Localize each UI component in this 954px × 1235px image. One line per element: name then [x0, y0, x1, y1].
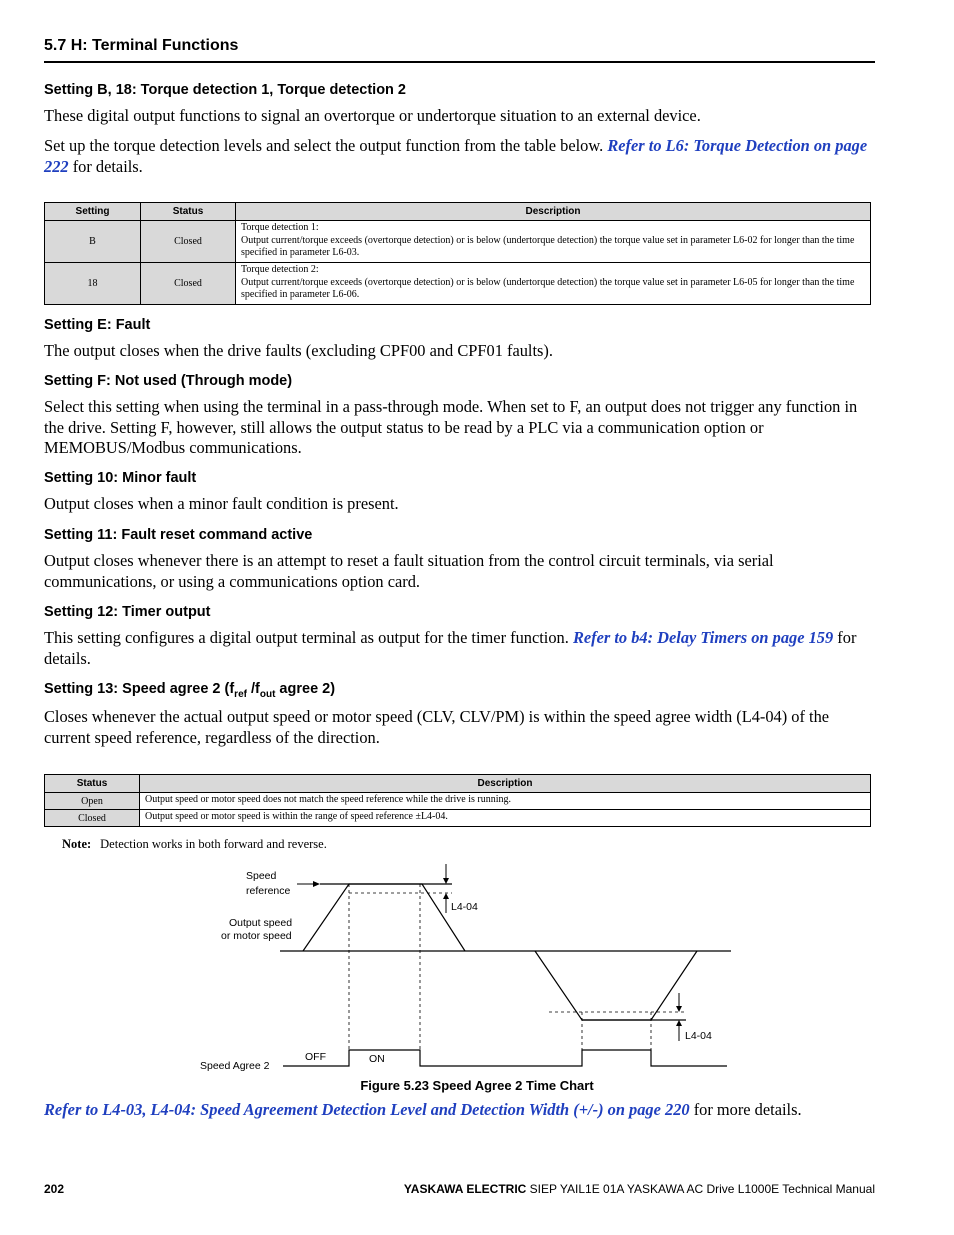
paragraph-fault: The output closes when the drive faults (excluding CPF00 and CPF01 faults). — [44, 341, 553, 360]
description-title: Torque detection 1: — [241, 222, 319, 234]
heading-minor-fault: Setting 10: Minor fault — [44, 470, 197, 486]
label-l404-top: L4-04 — [451, 901, 478, 913]
paragraph-not-used: Select this setting when using the terminal in a pass-through mode. When set to F, an output does not trigger any function in the drive. Setting F, however, still allows the output status to be read by a PLC via a communication option or MEMOBUS/Modbus communications. — [44, 397, 858, 457]
subscript: out — [259, 688, 276, 700]
table-cell-description: Output speed or motor speed is within the range of speed reference ±L4-04. — [140, 810, 871, 827]
label-on: ON — [369, 1053, 385, 1065]
footer-text — [404, 1182, 875, 1196]
speed-agree-2-signal — [283, 1050, 727, 1066]
subscript: ref — [234, 688, 247, 700]
paragraph-speed-agree: Closes whenever the actual output speed or motor speed (CLV, CLV/PM) is within the speed agree width (L4-04) of the current speed reference, regardless of the direction. — [44, 707, 830, 747]
up-arrow-icon — [443, 893, 449, 899]
down-arrow-icon — [676, 1006, 682, 1012]
table-header-status: Status — [141, 203, 236, 221]
description-body: Output current/torque exceeds (overtorque detection) or is below (undertorque detection) the torque value set in parameter L6-02 for longer than the time specified in parameter L6-03. — [241, 234, 855, 259]
label-reference: reference — [246, 885, 291, 897]
section-title: 5.7 H: Terminal Functions — [44, 37, 239, 54]
figure-caption: Figure 5.23 Speed Agree 2 Time Chart — [360, 1078, 594, 1093]
table-cell-status: Closed — [141, 263, 236, 305]
label-speed: Speed — [246, 870, 277, 882]
text-run: Set up the torque detection levels and select the output function from the table below. — [44, 136, 608, 155]
link-delay-timers[interactable]: Refer to b4: Delay Timers on page 159 — [572, 628, 834, 647]
text-run: This setting configures a digital output terminal as output for the timer function. — [44, 628, 573, 647]
reverse-speed-trace — [535, 951, 697, 1020]
text-run: /f — [246, 681, 260, 697]
paragraph-fault-reset: Output closes whenever there is an attempt to reset a fault situation from the control circuit terminals, via serial communications, or using a communications option card. — [44, 551, 774, 591]
label-output-speed: Output speed — [229, 917, 293, 929]
label-l404-bottom: L4-04 — [685, 1030, 712, 1042]
text-run: for more details. — [689, 1100, 802, 1119]
page-number: 202 — [44, 1182, 65, 1196]
note-label: Note: — [62, 837, 92, 851]
speed-reference-trace — [303, 884, 465, 951]
table-cell-description: Output speed or motor speed does not match the speed reference while the drive is running. — [140, 793, 871, 810]
table-header-description: Description — [236, 203, 871, 221]
table-header-description: Description — [140, 775, 871, 793]
reference-arrow-icon — [313, 881, 320, 887]
link-torque-detection[interactable]: Refer to L6: Torque Detection on page 222 — [44, 136, 868, 176]
heading-torque-detection: Setting B, 18: Torque detection 1, Torque detection 2 — [44, 82, 406, 98]
up-arrow-icon — [676, 1020, 682, 1026]
down-arrow-icon — [443, 878, 449, 884]
heading-not-used: Setting F: Not used (Through mode) — [44, 373, 293, 389]
note-text: Detection works in both forward and reverse. — [100, 837, 327, 851]
footer-manual: SIEP YAIL1E 01A YASKAWA AC Drive L1000E Technical Manual — [526, 1182, 875, 1196]
link-speed-agreement[interactable]: Refer to L4-03, L4-04: Speed Agreement Detection Level and Detection Width (+/-) on page 220 — [44, 1100, 690, 1119]
text-run: for details. — [68, 156, 143, 176]
label-off: OFF — [305, 1051, 326, 1063]
paragraph-torque-intro: These digital output functions to signal an overtorque or undertorque situation to an external device. — [44, 106, 701, 125]
heading-timer-output: Setting 12: Timer output — [44, 604, 211, 620]
table-cell-setting: 18 — [45, 263, 141, 305]
heading-fault: Setting E: Fault — [44, 317, 151, 333]
label-speed-agree-2: Speed Agree 2 — [200, 1060, 270, 1072]
paragraph-minor-fault: Output closes when a minor fault condition is present. — [44, 494, 399, 513]
footer-brand: YASKAWA ELECTRIC — [403, 1182, 527, 1196]
text-run: agree 2) — [275, 681, 336, 697]
table-cell-status: Closed — [45, 810, 140, 827]
description-body: Output current/torque exceeds (overtorque detection) or is below (undertorque detection) the torque value set in parameter L6-05 for longer than the time specified in parameter L6-06. — [241, 276, 855, 301]
text-run: for details. — [44, 628, 857, 668]
table-cell-status: Closed — [141, 221, 236, 263]
heading-fault-reset: Setting 11: Fault reset command active — [44, 527, 313, 543]
table-header-setting: Setting — [45, 203, 141, 221]
table-header-status: Status — [45, 775, 140, 793]
text-run: Setting 13: Speed agree 2 (f — [44, 681, 235, 697]
table-cell-status: Open — [45, 793, 140, 810]
description-title: Torque detection 2: — [241, 264, 319, 276]
table-cell-setting: B — [45, 221, 141, 263]
label-motor-speed: or motor speed — [221, 930, 292, 942]
paragraph-closing — [44, 1100, 876, 1121]
